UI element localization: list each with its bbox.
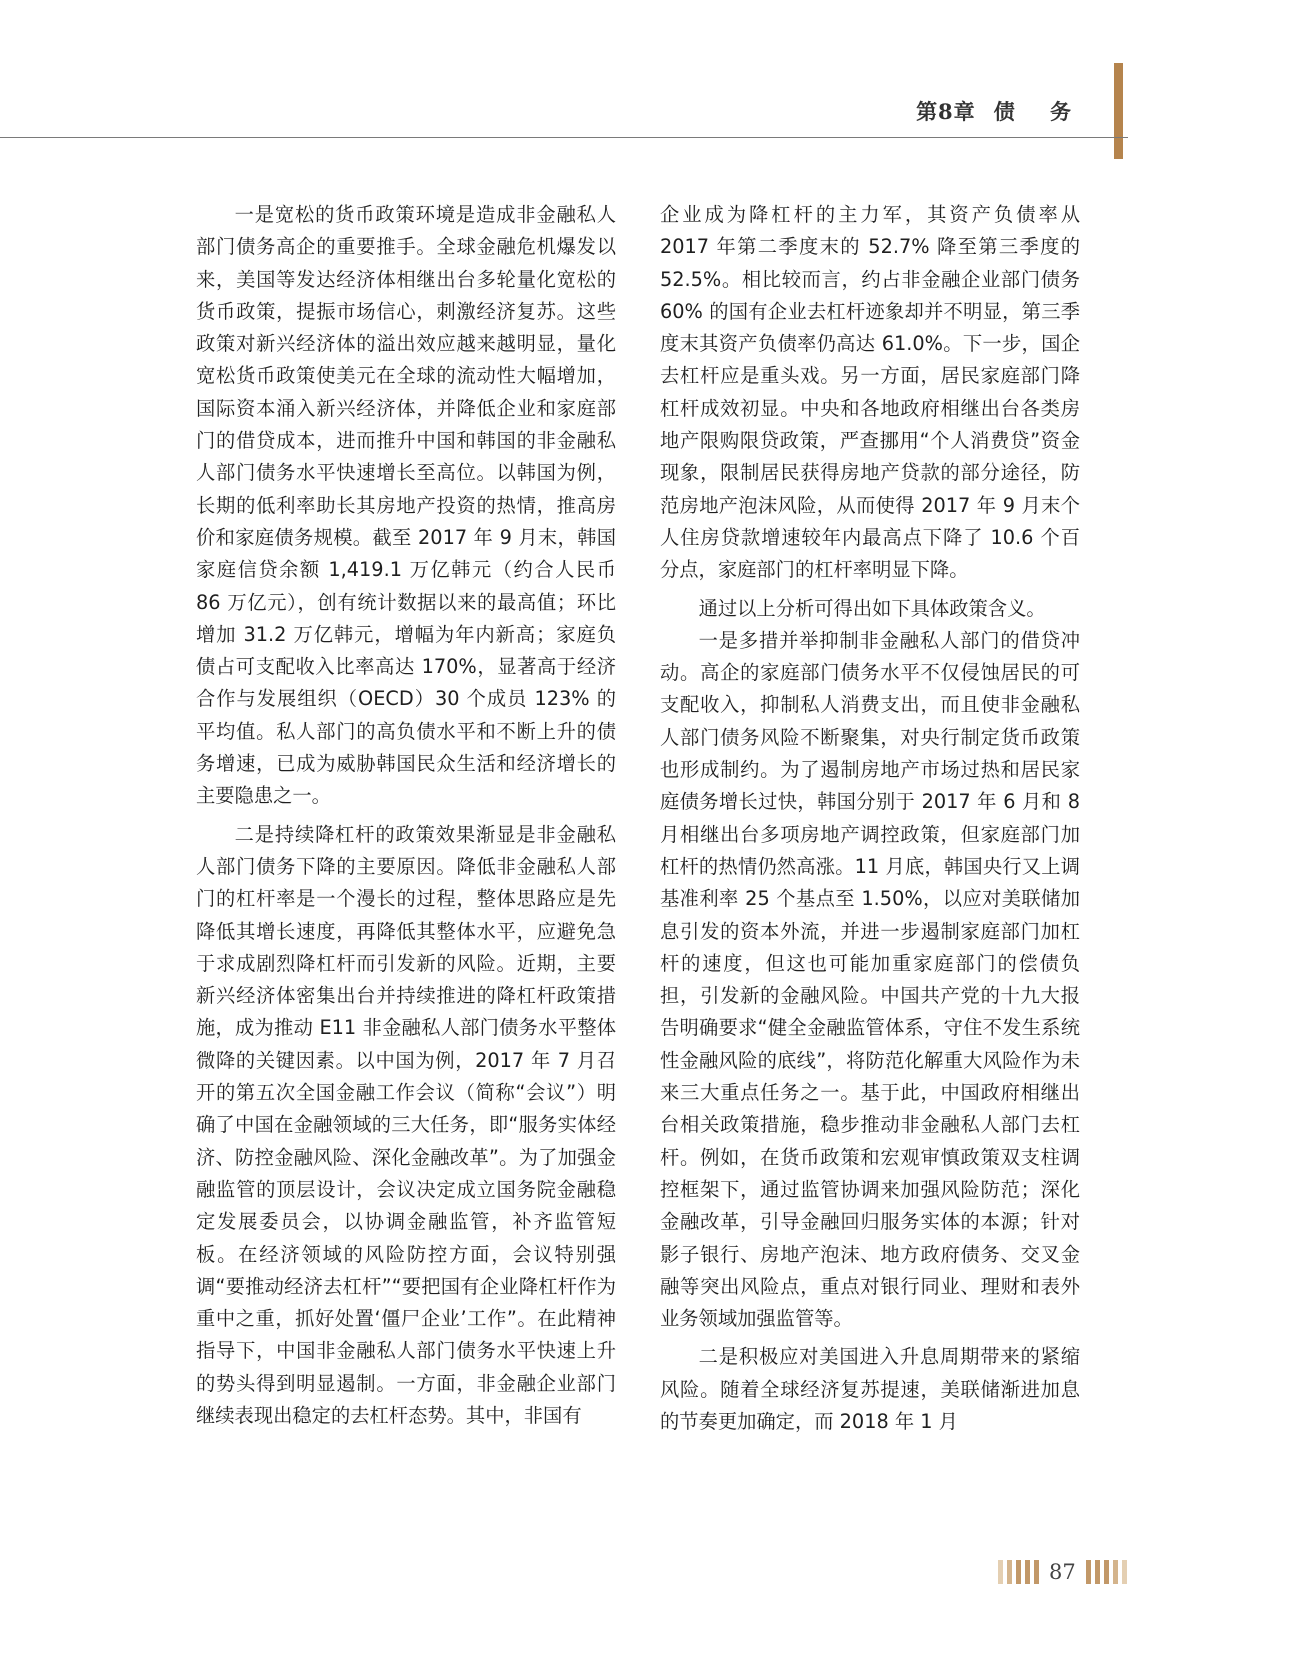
chapter-name: 债 务 (993, 99, 1085, 124)
paragraph-tightening-risk: 二是积极应对美国进入升息周期带来的紧缩风险。随着全球经济复苏提速，美联储渐进加息的节奏更加确定，而 2018 年 1 月 (660, 1345, 1080, 1433)
paragraph-deleveraging: 二是持续降杠杆的政策效果渐显是非金融私人部门债务下降的主要原因。降低非金融私人部门的杠杆率是一个漫长的过程，整体思路应是先降低其增长速度，再降低其整体水平，应避免急于求成剧烈降杠杆而引发新的风险。近期，主要新兴经济体密集出台并持续推进的降杠杆政策措施，成为推动 E11 非金融私人部门债务水平整体微降的关键因素。以中国为例，2017 年 7 月召开的第五次全国金融工作会议（简称“会议”）明确了中国在金融领域的三大任务，即“服务实体经济、防控金融风险、深化金融改革”。为了加强金融监管的顶层设计，会议决定成立国务院金融稳定发展委员会，以协调金融监管，补齐监管短板。在经济领域的风险防控方面，会议特别强调“要推动经济去杠杆”“要把国有企业降杠杆作为重中之重，抓好处置‘僵尸企业’工作”。在此精神指导下，中国非金融私人部门债务水平快速上升的势头得到明显遏制。一方面，非金融企业部门继续表现出稳定的去杠杆态势。其中，非国有 (196, 822, 616, 1427)
footer-stripes-right (1086, 1560, 1127, 1584)
page-footer (998, 1557, 1127, 1587)
left-column (196, 199, 616, 1432)
paragraph-policy-implications: 通过以上分析可得出如下具体政策含义。 (698, 596, 1046, 620)
footer-stripes-left (998, 1560, 1039, 1584)
paragraph-monetary-policy: 一是宽松的货币政策环境是造成非金融私人部门债务高企的重要推手。全球金融危机爆发以来，美国等发达经济体相继出台多轮量化宽松的货币政策，提振市场信心，刺激经济复苏。这些政策对新兴经济体的溢出效应越来越明显，量化宽松货币政策使美元在全球的流动性大幅增加，国际资本涌入新兴经济体，并降低企业和家庭部门的借贷成本，进而推升中国和韩国的非金融私人部门债务水平快速增长至高位。以韩国为例，长期的低利率助长其房地产投资的热情，推高房价和家庭债务规模。截至 2017 年 9 月末，韩国家庭信贷余额 1,419.1 万亿韩元（约合人民币 86 万亿元），创有统计数据以来的最高值；环比增加 31.2 万亿韩元，增幅为年内新高；家庭负债占可支配收入比率高达 170%，显著高于经济合作与发展组织（OECD）30 个成员 123% 的平均值。私人部门的高负债水平和不断上升的债务增速，已成为威胁韩国民众生活和经济增长的主要隐患之一。 (196, 203, 616, 808)
header-rule (0, 137, 1128, 138)
chapter-label: 第8章 (916, 99, 976, 124)
header-accent-bar (1114, 63, 1123, 159)
chapter-header (916, 96, 1085, 126)
page-number: 87 (1049, 1560, 1076, 1584)
paragraph-continued: 企业成为降杠杆的主力军，其资产负债率从 2017 年第二季度末的 52.7% 降至第三季度的 52.5%。相比较而言，约占非金融企业部门债务 60% 的国有企业去杠杆迹象却并不明显，第三季度末其资产负债率仍高达 61.0%。下一步，国企去杠杆应是重头戏。另一方面，居民家庭部门降杠杆成效初显。中央和各地政府相继出台各类房地产限购限贷政策，严查挪用“个人消费贷”资金现象，限制居民获得房地产贷款的部分途径，防范房地产泡沫风险，从而使得 2017 年 9 月末个人住房贷款增速较年内最高点下降了 10.6 个百分点，家庭部门的杠杆率明显下降。 (660, 203, 1080, 582)
paragraph-curb-borrowing: 一是多措并举抑制非金融私人部门的借贷冲动。高企的家庭部门债务水平不仅侵蚀居民的可支配收入，抑制私人消费支出，而且使非金融私人部门债务风险不断聚集，对央行制定货币政策也形成制约。为了遏制房地产市场过热和居民家庭债务增长过快，韩国分别于 2017 年 6 月和 8 月相继出台多项房地产调控政策，但家庭部门加杠杆的热情仍然高涨。11 月底，韩国央行又上调基准利率 25 个基点至 1.50%，以应对美联储加息引发的资本外流，并进一步遏制家庭部门加杠杆的速度，但这也可能加重家庭部门的偿债负担，引发新的金融风险。中国共产党的十九大报告明确要求“健全金融监管体系，守住不发生系统性金融风险的底线”，将防范化解重大风险作为未来三大重点任务之一。基于此，中国政府相继出台相关政策措施，稳步推动非金融私人部门去杠杆。例如，在货币政策和宏观审慎政策双支柱调控框架下，通过监管协调来加强风险防范；深化金融改革，引导金融回归服务实体的本源；针对影子银行、房地产泡沫、地方政府债务、交叉金融等突出风险点，重点对银行同业、理财和表外业务领域加强监管等。 (660, 628, 1080, 1331)
right-column (660, 199, 1080, 1438)
